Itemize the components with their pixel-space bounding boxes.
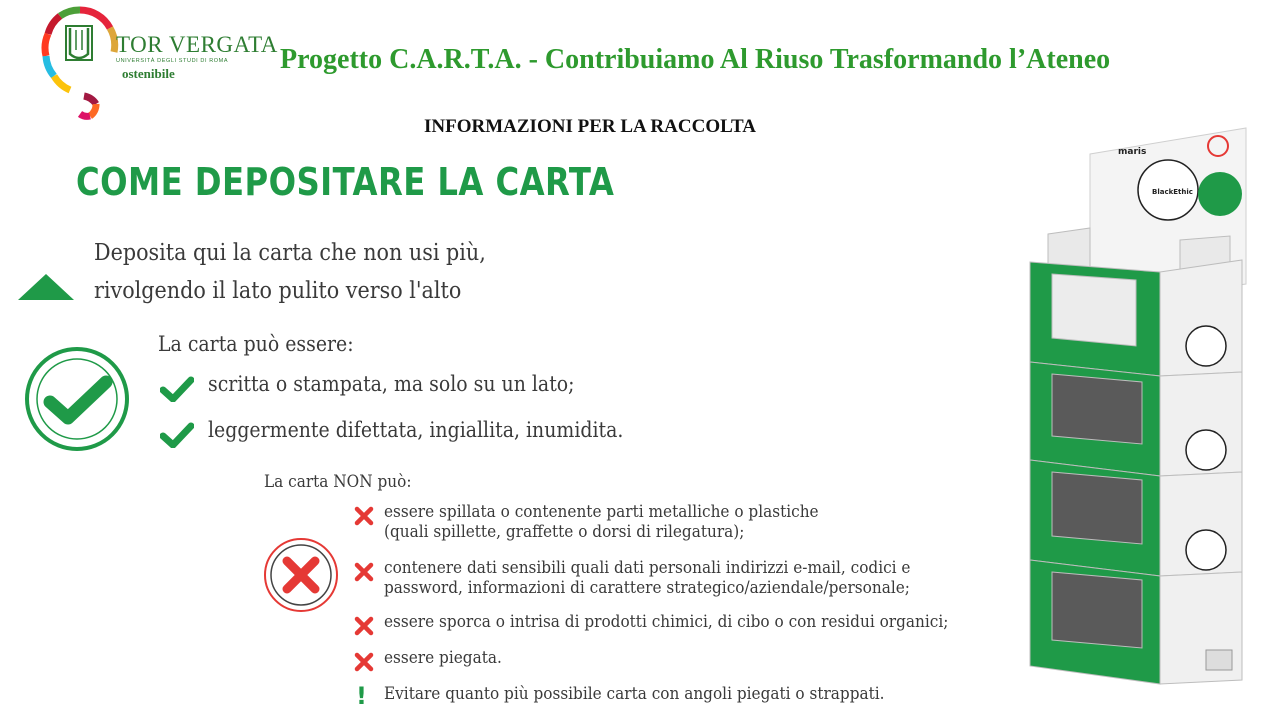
check-circle-icon	[24, 346, 130, 452]
deposit-instruction-line1: Deposita qui la carta che non usi più,	[94, 240, 486, 266]
cannot-item-label: essere piegata.	[384, 648, 502, 668]
can-item-label: scritta o stampata, ma solo su un lato;	[208, 372, 575, 396]
section-title: INFORMAZIONI PER LA RACCOLTA	[424, 116, 757, 137]
can-item-label: leggermente difettata, ingiallita, inumidita.	[208, 418, 624, 442]
x-circle-icon	[262, 536, 340, 614]
box-label: BlackEthic	[1152, 188, 1193, 196]
exclamation-icon: !	[356, 682, 367, 710]
warning-label: Evitare quanto più possibile carta con angoli piegati o strappati.	[384, 684, 885, 704]
logo-tagline: ostenibile	[122, 66, 175, 81]
logo-name: TOR VERGATA	[116, 32, 278, 57]
page-title: Progetto C.A.R.T.A. - Contribuiamo Al Riuso Trasformando l’Ateneo	[280, 44, 1111, 75]
main-heading: COME DEPOSITARE LA CARTA	[76, 160, 615, 204]
triangle-up-icon	[18, 274, 74, 300]
cannot-item-label: essere sporca o intrisa di prodotti chimici, di cibo o con residui organici;	[384, 612, 949, 632]
can-heading: La carta può essere:	[158, 332, 354, 356]
sdg-ring-icon	[40, 4, 120, 120]
cannot-item-label: essere spillata o contenente parti metalliche o plastiche (quali spillette, graffette o dorsi di rilegatura);	[384, 502, 819, 542]
logo-subtitle: UNIVERSITÀ DEGLI STUDI DI ROMA	[116, 58, 229, 64]
cross-icon	[354, 652, 374, 672]
cross-icon	[354, 506, 374, 526]
cross-icon	[354, 562, 374, 582]
checkmark-icon	[160, 376, 194, 402]
collection-box-image	[1010, 124, 1266, 720]
box-brand: maris	[1118, 147, 1147, 157]
cannot-item-label: contenere dati sensibili quali dati personali indirizzi e-mail, codici e password, informazioni di carattere strategico/aziendale/personale;	[384, 558, 911, 598]
deposit-instruction-line2: rivolgendo il lato pulito verso l'alto	[94, 278, 462, 304]
university-logo	[40, 4, 278, 120]
cannot-heading: La carta NON può:	[264, 472, 412, 492]
checkmark-icon	[160, 422, 194, 448]
cross-icon	[354, 616, 374, 636]
